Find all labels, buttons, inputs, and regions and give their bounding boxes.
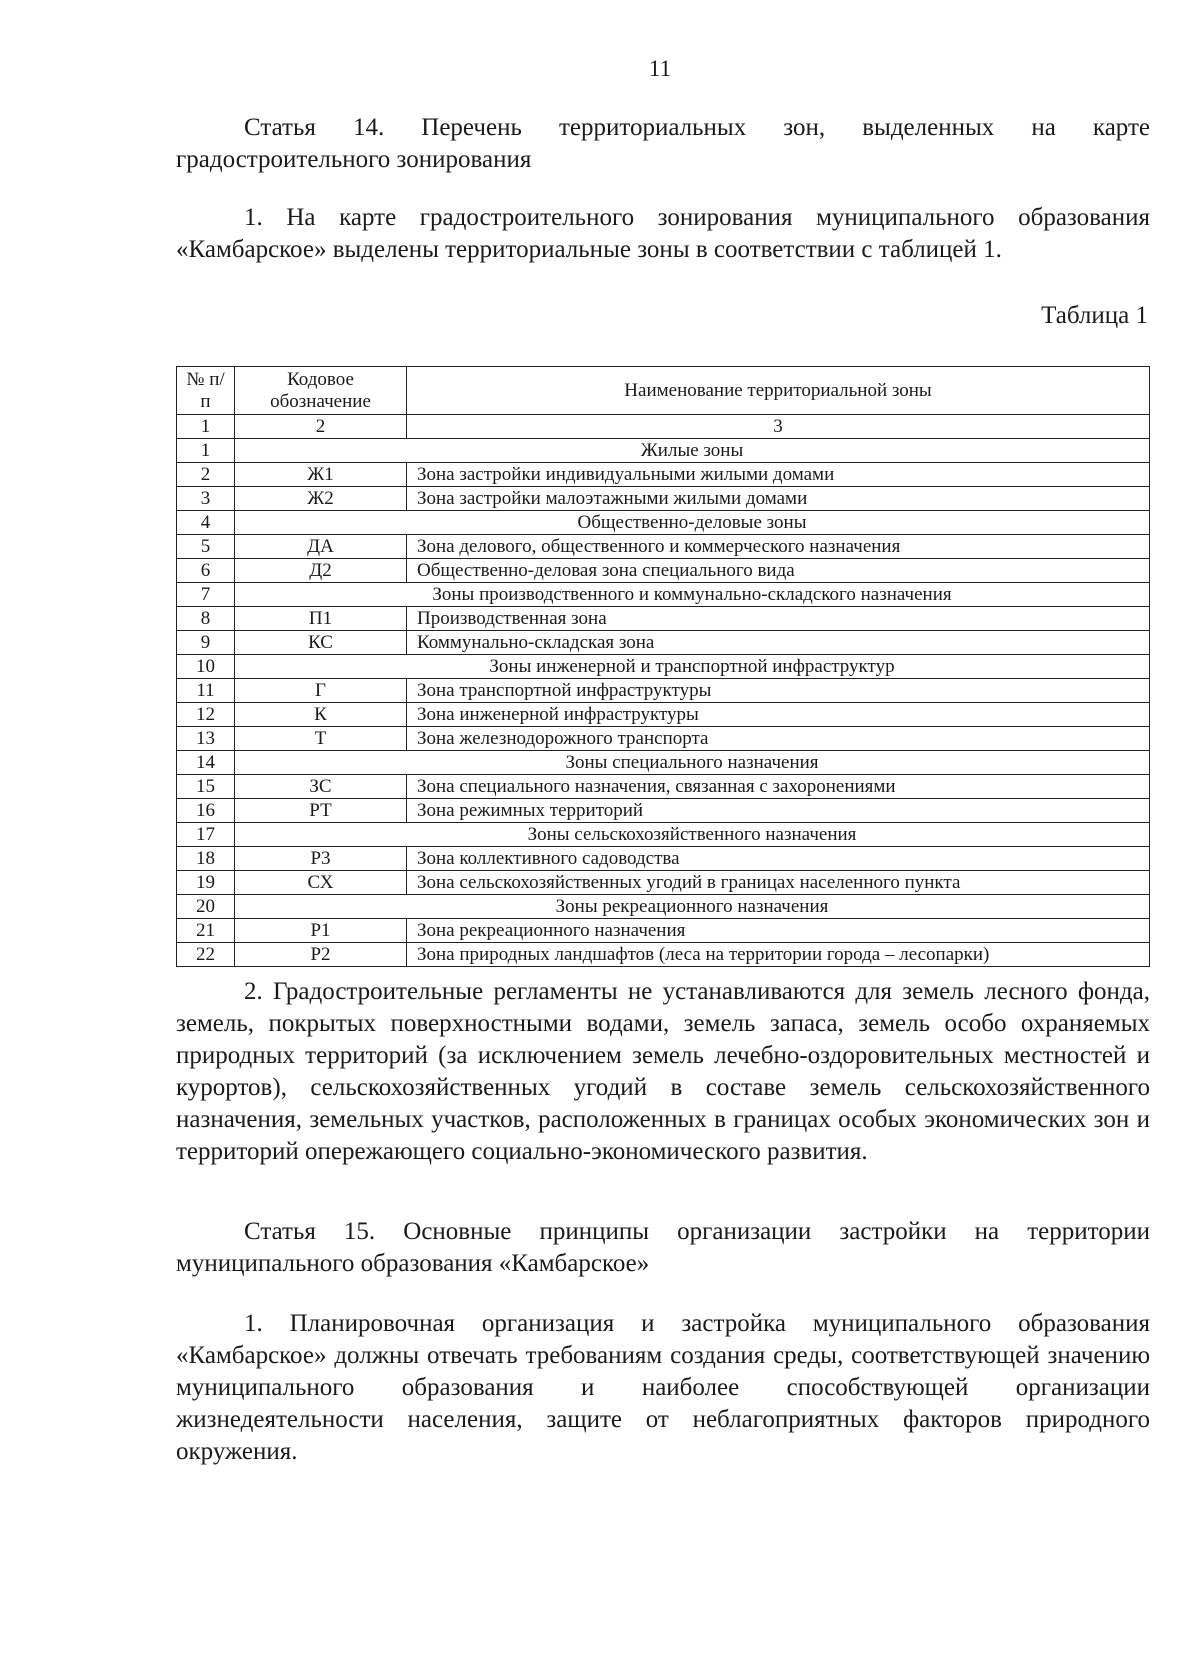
zone-code: Ж1 [235, 463, 407, 487]
table-row [177, 847, 1150, 871]
zone-name: Зона застройки индивидуальными жилыми домами [407, 463, 1150, 487]
table-row [177, 775, 1150, 799]
row-number: 5 [177, 535, 235, 559]
row-number: 12 [177, 703, 235, 727]
table-row [177, 631, 1150, 655]
row-number: 7 [177, 583, 235, 607]
table-row [177, 559, 1150, 583]
row-number: 6 [177, 559, 235, 583]
article-14-heading: Статья 14. Перечень территориальных зон, выделенных на карте градостроительного зонирования [176, 114, 1150, 173]
zone-code: РТ [235, 799, 407, 823]
zone-code: Д2 [235, 559, 407, 583]
zone-code: Р1 [235, 919, 407, 943]
row-number: 9 [177, 631, 235, 655]
table-row [177, 943, 1150, 967]
table-row [177, 535, 1150, 559]
zone-name: Зона инженерной инфраструктуры [407, 703, 1150, 727]
zone-name: Зона железнодорожного транспорта [407, 727, 1150, 751]
zone-name: Зона сельскохозяйственных угодий в границах населенного пункта [407, 871, 1150, 895]
zone-group-title: Зоны инженерной и транспортной инфраструктур [235, 655, 1150, 679]
row-number: 19 [177, 871, 235, 895]
zone-group-row [177, 511, 1150, 535]
table-row [177, 871, 1150, 895]
zone-name: Зона режимных территорий [407, 799, 1150, 823]
zone-name: Зона застройки малоэтажными жилыми домами [407, 487, 1150, 511]
zone-name: Производственная зона [407, 607, 1150, 631]
row-number: 21 [177, 919, 235, 943]
row-number: 14 [177, 751, 235, 775]
zone-group-row [177, 583, 1150, 607]
zone-group-row [177, 823, 1150, 847]
table-row [177, 487, 1150, 511]
table-row [177, 727, 1150, 751]
zone-name: Зона рекреационного назначения [407, 919, 1150, 943]
article-15-heading: Статья 15. Основные принципы организации застройки на территории муниципального образования «Камбарское» [176, 1218, 1150, 1277]
row-number: 17 [177, 823, 235, 847]
table-row [177, 463, 1150, 487]
zone-name: Зона природных ландшафтов (леса на территории города – лесопарки) [407, 943, 1150, 967]
zone-group-row [177, 439, 1150, 463]
zone-name: Коммунально-складская зона [407, 631, 1150, 655]
page-number: 11 [648, 56, 672, 81]
header-name: Наименование территориальной зоны [407, 367, 1150, 415]
zone-name: Зона специального назначения, связанная с захоронениями [407, 775, 1150, 799]
row-number: 3 [177, 487, 235, 511]
row-number: 2 [177, 463, 235, 487]
row-number: 16 [177, 799, 235, 823]
row-number: 13 [177, 727, 235, 751]
zone-code: Р3 [235, 847, 407, 871]
zone-name: Общественно-деловая зона специального вида [407, 559, 1150, 583]
table-caption: Таблица 1 [1041, 302, 1148, 329]
table-row [177, 919, 1150, 943]
row-number: 1 [177, 439, 235, 463]
index-cell: 3 [407, 415, 1150, 439]
zone-code: ЗС [235, 775, 407, 799]
zone-code: КС [235, 631, 407, 655]
table-row [177, 799, 1150, 823]
paragraph-2: 2. Градостроительные регламенты не устанавливаются для земель лесного фонда, земель, покрытых поверхностными водами, земель запаса, земель особо охраняемых природных территорий (за исключением земель лечебно-оздоровительных местностей и курортов), сельскохозяйственных угодий в составе земель сельскохозяйственного назначения, земельных участков, расположенных в границах особых экономических зон и территорий опережающего социально-экономического развития. [176, 978, 1150, 1165]
zone-name: Зона транспортной инфраструктуры [407, 679, 1150, 703]
header-code: Кодовое обозначение [235, 367, 407, 415]
zone-group-title: Зоны производственного и коммунально-складского назначения [235, 583, 1150, 607]
zone-group-row [177, 655, 1150, 679]
zone-group-title: Зоны рекреационного назначения [235, 895, 1150, 919]
zone-name: Зона коллективного садоводства [407, 847, 1150, 871]
table-row [177, 607, 1150, 631]
zone-code: СХ [235, 871, 407, 895]
row-number: 20 [177, 895, 235, 919]
row-number: 8 [177, 607, 235, 631]
table-row [177, 679, 1150, 703]
zone-code: Р2 [235, 943, 407, 967]
zone-code: Ж2 [235, 487, 407, 511]
table-header-row [177, 367, 1150, 415]
article-14-paragraph-1: 1. На карте градостроительного зонирования муниципального образования «Камбарское» выделены территориальные зоны в соответствии с таблицей 1. [176, 204, 1150, 263]
row-number: 18 [177, 847, 235, 871]
index-cell: 2 [235, 415, 407, 439]
row-number: 10 [177, 655, 235, 679]
article-15-paragraph-1: 1. Планировочная организация и застройка муниципального образования «Камбарское» должны отвечать требованиям создания среды, соответствующей значению муниципального образования и наиболее способствующей организации жизнедеятельности населения, защите от неблагоприятных факторов природного окружения. [176, 1310, 1150, 1465]
zone-code: П1 [235, 607, 407, 631]
zone-code: Т [235, 727, 407, 751]
row-number: 11 [177, 679, 235, 703]
zone-group-title: Общественно-деловые зоны [235, 511, 1150, 535]
zones-table [176, 366, 1150, 967]
zone-code: К [235, 703, 407, 727]
table-index-row [177, 415, 1150, 439]
zone-group-title: Жилые зоны [235, 439, 1150, 463]
zone-code: ДА [235, 535, 407, 559]
row-number: 15 [177, 775, 235, 799]
zone-group-title: Зоны специального назначения [235, 751, 1150, 775]
header-num: № п/п [177, 367, 235, 415]
zone-group-row [177, 751, 1150, 775]
row-number: 22 [177, 943, 235, 967]
index-cell: 1 [177, 415, 235, 439]
zone-group-title: Зоны сельскохозяйственного назначения [235, 823, 1150, 847]
zone-group-row [177, 895, 1150, 919]
row-number: 4 [177, 511, 235, 535]
zone-code: Г [235, 679, 407, 703]
zone-name: Зона делового, общественного и коммерческого назначения [407, 535, 1150, 559]
table-row [177, 703, 1150, 727]
